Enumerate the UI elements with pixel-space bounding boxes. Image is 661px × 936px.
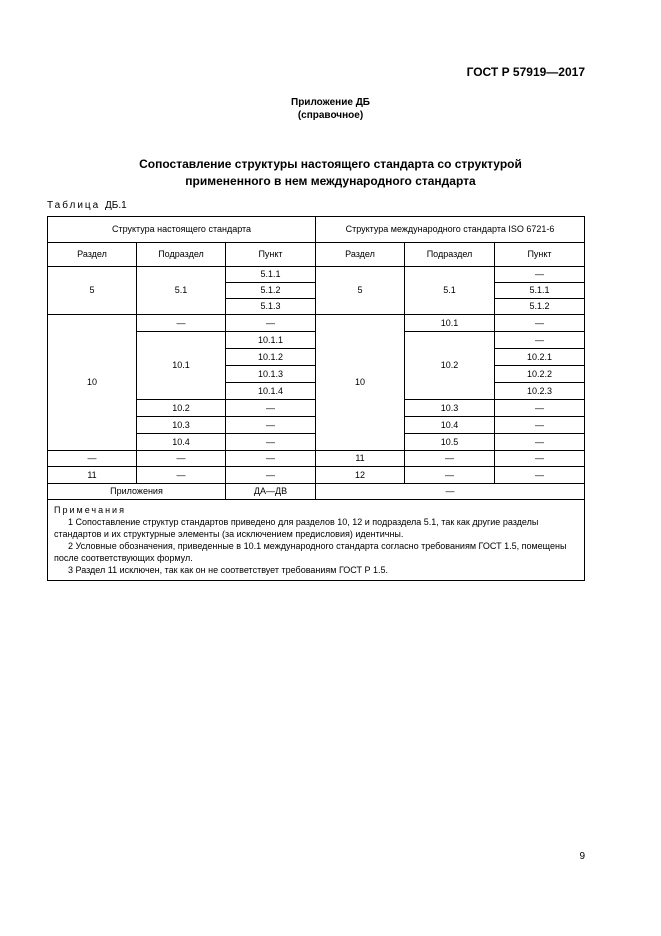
table-cell: — xyxy=(137,451,226,467)
table-caption-number: ДБ.1 xyxy=(105,200,127,211)
table-row xyxy=(48,315,585,332)
note-item: 2 Условные обозначения, приведенные в 10.1 международного стандарта согласно требованиям ГОСТ 1.5, помещены после соответствующих формул. xyxy=(54,541,567,563)
col-header: Пункт xyxy=(226,243,316,267)
table-cell: 5.1.3 xyxy=(226,299,316,315)
table-row xyxy=(48,467,585,484)
table-cell: ДА—ДВ xyxy=(226,484,316,500)
table-caption xyxy=(47,200,127,211)
group-header-international: Структура международного стандарта ISO 6721-6 xyxy=(316,217,585,243)
table-cell: — xyxy=(137,467,226,484)
table-cell: 10 xyxy=(316,315,405,451)
table-cell: 5.1 xyxy=(405,267,495,315)
table-cell: — xyxy=(226,434,316,451)
table-cell: 10.2 xyxy=(137,400,226,417)
table-cell: 5.1.1 xyxy=(226,267,316,283)
table-cell: 5.1.2 xyxy=(495,299,585,315)
table-column-header-row xyxy=(48,243,585,267)
table-cell: 10.1.3 xyxy=(226,366,316,383)
table-cell: — xyxy=(226,400,316,417)
appendix-title: Приложение ДБ xyxy=(291,97,370,108)
table-cell: — xyxy=(495,451,585,467)
table-cell: 10.2.2 xyxy=(495,366,585,383)
table-notes xyxy=(48,500,585,581)
table-cell: — xyxy=(495,315,585,332)
table-cell: — xyxy=(48,451,137,467)
col-header: Раздел xyxy=(316,243,405,267)
table-cell: 10.3 xyxy=(137,417,226,434)
table-cell: 10.1.2 xyxy=(226,349,316,366)
table-cell: — xyxy=(226,451,316,467)
table-cell: — xyxy=(226,315,316,332)
table-cell: 10.3 xyxy=(405,400,495,417)
table-cell: 10 xyxy=(48,315,137,451)
table-cell: — xyxy=(495,467,585,484)
table-cell: 5.1 xyxy=(137,267,226,315)
table-cell: 10.2.3 xyxy=(495,383,585,400)
table-cell: — xyxy=(226,417,316,434)
table-cell: 5.1.2 xyxy=(226,283,316,299)
table-cell: — xyxy=(405,467,495,484)
col-header: Раздел xyxy=(48,243,137,267)
table-cell: 11 xyxy=(316,451,405,467)
notes-heading: Примечания xyxy=(54,505,126,515)
col-header: Подраздел xyxy=(137,243,226,267)
table-cell: 10.2 xyxy=(405,332,495,400)
group-header-national: Структура настоящего стандарта xyxy=(48,217,316,243)
table-cell: 10.4 xyxy=(137,434,226,451)
table-cell: — xyxy=(405,451,495,467)
title-line-1: Сопоставление структуры настоящего стандарта со структурой xyxy=(139,157,522,171)
table-row xyxy=(48,267,585,283)
table-cell: 10.5 xyxy=(405,434,495,451)
table-cell: 10.1 xyxy=(405,315,495,332)
table-cell: 12 xyxy=(316,467,405,484)
page-number: 9 xyxy=(579,851,585,862)
appendix-type: (справочное) xyxy=(297,110,364,121)
document-title xyxy=(0,156,661,190)
table-row xyxy=(48,451,585,467)
appendix-heading xyxy=(0,96,661,122)
table-cell: 5 xyxy=(48,267,137,315)
standard-code: ГОСТ Р 57919—2017 xyxy=(466,65,585,79)
table-cell: — xyxy=(316,484,585,500)
table-group-header-row xyxy=(48,217,585,243)
table-cell: — xyxy=(495,267,585,283)
table-cell: 5.1.1 xyxy=(495,283,585,299)
table-cell: 5 xyxy=(316,267,405,315)
table-cell: 10.4 xyxy=(405,417,495,434)
table-cell: — xyxy=(226,467,316,484)
table-cell: 10.1.1 xyxy=(226,332,316,349)
note-item: 1 Сопоставление структур стандартов приведено для разделов 10, 12 и подраздела 5.1, так как другие разделы стандартов и их структурные элементы (за исключением предисловия) идентичны. xyxy=(54,517,539,539)
note-item: 3 Раздел 11 исключен, так как он не соответствует требованиям ГОСТ Р 1.5. xyxy=(68,565,389,575)
structure-comparison-table xyxy=(47,216,585,581)
table-cell: Приложения xyxy=(48,484,226,500)
table-row-appendices xyxy=(48,484,585,500)
col-header: Пункт xyxy=(495,243,585,267)
table-cell: — xyxy=(495,434,585,451)
table-notes-row xyxy=(48,500,585,581)
table-cell: — xyxy=(495,400,585,417)
table-caption-word: Таблица xyxy=(47,200,101,211)
table-cell: 10.2.1 xyxy=(495,349,585,366)
table-cell: — xyxy=(137,315,226,332)
table-cell: 10.1.4 xyxy=(226,383,316,400)
table-cell: — xyxy=(495,332,585,349)
title-line-2: примененного в нем международного стандарта xyxy=(185,174,476,188)
table-cell: — xyxy=(495,417,585,434)
table-cell: 10.1 xyxy=(137,332,226,400)
col-header: Подраздел xyxy=(405,243,495,267)
table-cell: 11 xyxy=(48,467,137,484)
